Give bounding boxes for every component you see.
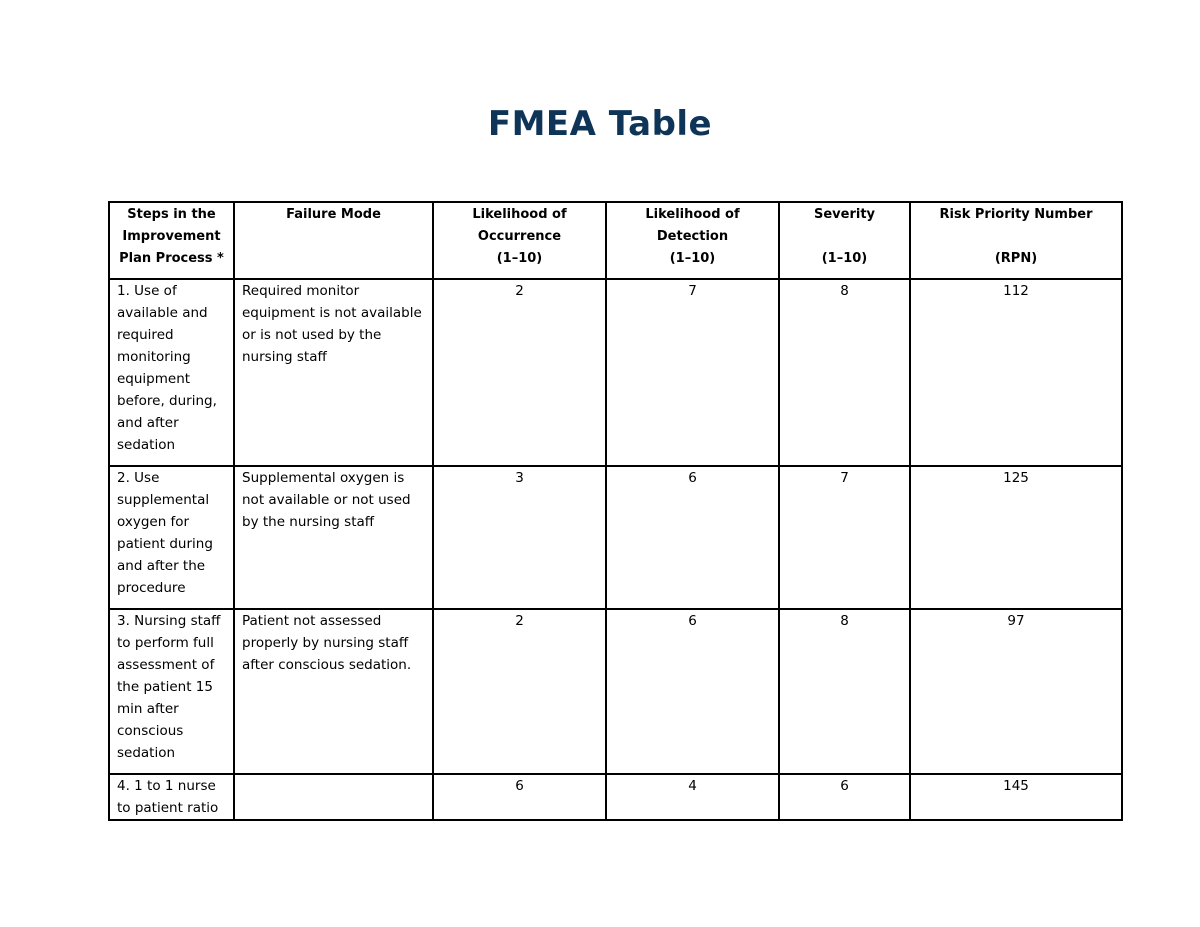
cell-failure-mode	[234, 774, 433, 820]
header-rpn	[910, 202, 1122, 279]
header-steps	[109, 202, 234, 279]
header-line: Occurrence	[477, 229, 562, 244]
table-row	[109, 774, 1122, 820]
cell-step: 4. 1 to 1 nurse to patient ratio	[109, 774, 234, 820]
cell-step: 2. Use supplemental oxygen for patient during and after the procedure	[109, 466, 234, 609]
cell-severity: 8	[779, 279, 910, 466]
header-line: (RPN)	[994, 251, 1038, 266]
header-line: (1–10)	[821, 251, 868, 266]
header-line: Likelihood of	[645, 207, 740, 222]
header-line: Steps in the	[127, 207, 216, 222]
cell-rpn: 145	[910, 774, 1122, 820]
header-line: Failure Mode	[286, 207, 381, 222]
page-title: FMEA Table	[487, 104, 713, 144]
header-line: Plan Process *	[119, 251, 224, 266]
cell-step: 3. Nursing staff to perform full assessment of the patient 15 min after conscious sedation	[109, 609, 234, 774]
header-line: Severity	[813, 207, 876, 222]
table-row	[109, 279, 1122, 466]
cell-occurrence: 2	[433, 279, 606, 466]
cell-severity: 6	[779, 774, 910, 820]
cell-detection: 7	[606, 279, 779, 466]
cell-occurrence: 3	[433, 466, 606, 609]
header-line: Likelihood of	[472, 207, 567, 222]
cell-failure-mode: Required monitor equipment is not available or is not used by the nursing staff	[234, 279, 433, 466]
cell-severity: 8	[779, 609, 910, 774]
cell-occurrence: 2	[433, 609, 606, 774]
header-line: (1–10)	[669, 251, 716, 266]
table-row	[109, 609, 1122, 774]
header-occurrence	[433, 202, 606, 279]
cell-severity: 7	[779, 466, 910, 609]
cell-detection: 4	[606, 774, 779, 820]
header-detection	[606, 202, 779, 279]
cell-step: 1. Use of available and required monitoring equipment before, during, and after sedation	[109, 279, 234, 466]
fmea-table	[108, 201, 1123, 821]
cell-detection: 6	[606, 466, 779, 609]
header-line: Detection	[656, 229, 729, 244]
table-row	[109, 466, 1122, 609]
cell-rpn: 125	[910, 466, 1122, 609]
header-line: Risk Priority Number	[939, 207, 1093, 222]
header-line: Improvement	[122, 229, 221, 244]
cell-detection: 6	[606, 609, 779, 774]
cell-failure-mode: Supplemental oxygen is not available or not used by the nursing staff	[234, 466, 433, 609]
cell-occurrence: 6	[433, 774, 606, 820]
header-failure-mode	[234, 202, 433, 279]
cell-rpn: 112	[910, 279, 1122, 466]
cell-rpn: 97	[910, 609, 1122, 774]
header-line: (1–10)	[496, 251, 543, 266]
header-severity	[779, 202, 910, 279]
table-header-row	[109, 202, 1122, 279]
cell-failure-mode: Patient not assessed properly by nursing staff after conscious sedation.	[234, 609, 433, 774]
